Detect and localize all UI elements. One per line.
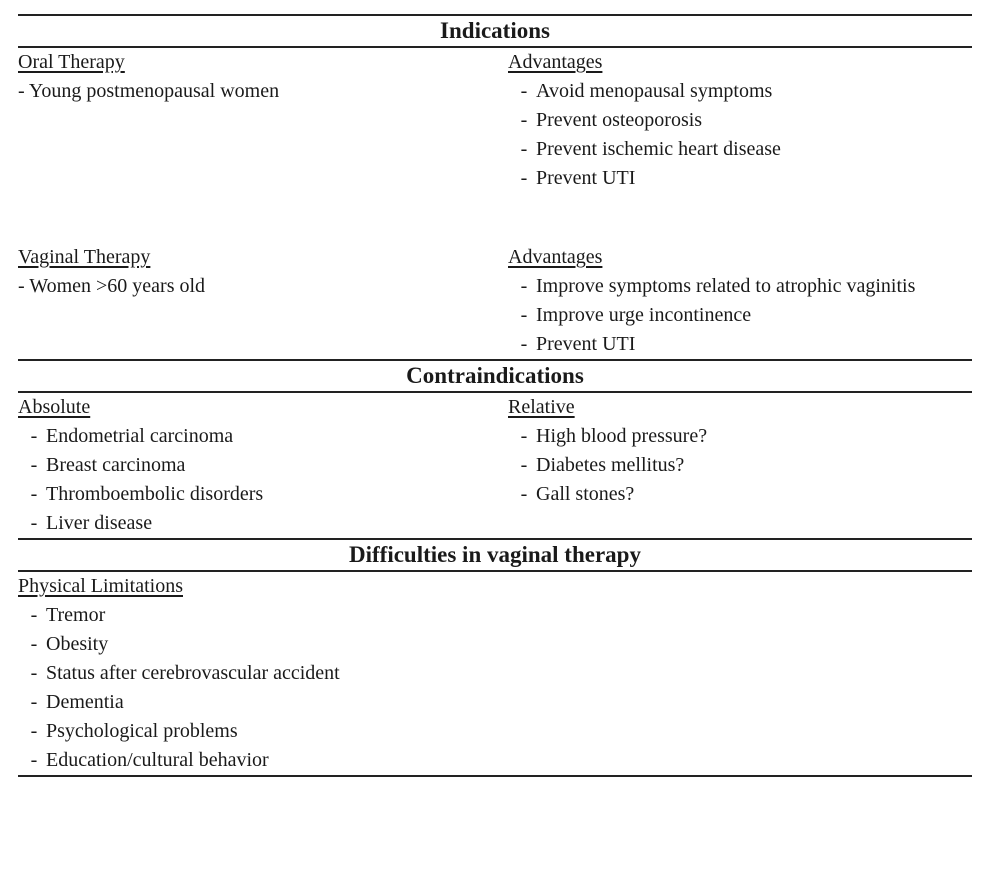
vaginal-advantages-column [508, 243, 972, 359]
list-item: - Education/cultural behavior [30, 749, 269, 771]
physical-limitations-heading: Physical Limitations [18, 575, 183, 597]
vaginal-therapy-column [18, 243, 508, 359]
contraindications-title: Contraindications [406, 363, 584, 388]
oral-advantages-column [508, 48, 972, 193]
absolute-heading: Absolute [18, 396, 91, 418]
list-item: - Status after cerebrovascular accident [30, 662, 340, 684]
vaginal-advantages-heading: Advantages [508, 246, 603, 268]
oral-therapy-item: - Young postmenopausal women [18, 80, 280, 102]
list-item: - Improve symptoms related to atrophic vaginitis [520, 275, 916, 297]
indications-title: Indications [440, 18, 550, 43]
list-item: - Diabetes mellitus? [520, 454, 685, 476]
bottom-rule [18, 775, 972, 777]
vaginal-therapy-heading: Vaginal Therapy [18, 246, 151, 268]
relative-column [508, 393, 972, 538]
list-item: - Thromboembolic disorders [30, 483, 264, 505]
list-item: - Obesity [30, 633, 109, 655]
vaginal-therapy-item: - Women >60 years old [18, 275, 206, 297]
relative-heading: Relative [508, 396, 575, 418]
list-item: - Psychological problems [30, 720, 238, 742]
list-item: - Improve urge incontinence [520, 304, 752, 326]
vaginal-advantages-list [508, 272, 972, 359]
list-item: - Dementia [30, 691, 124, 713]
oral-advantages-heading: Advantages [508, 51, 603, 73]
list-item: - Liver disease [30, 512, 153, 534]
vaginal-therapy-row [18, 243, 972, 359]
list-item: - Avoid menopausal symptoms [520, 80, 773, 102]
list-item: - Prevent ischemic heart disease [520, 138, 781, 160]
oral-advantages-list [508, 77, 972, 193]
difficulties-title: Difficulties in vaginal therapy [349, 542, 641, 567]
absolute-list [18, 422, 508, 538]
list-item: - Prevent UTI [520, 333, 636, 355]
list-item: - Tremor [30, 604, 106, 626]
relative-list [508, 422, 972, 509]
therapy-table [18, 14, 972, 777]
list-item: - Breast carcinoma [30, 454, 186, 476]
oral-therapy-heading: Oral Therapy [18, 51, 125, 73]
contraindications-row [18, 393, 972, 538]
list-item: - High blood pressure? [520, 425, 708, 447]
oral-therapy-column [18, 48, 508, 193]
list-item: - Prevent UTI [520, 167, 636, 189]
list-item: - Endometrial carcinoma [30, 425, 234, 447]
list-item: - Gall stones? [520, 483, 635, 505]
absolute-column [18, 393, 508, 538]
physical-limitations-list [18, 601, 972, 775]
oral-therapy-row [18, 48, 972, 193]
list-item: - Prevent osteoporosis [520, 109, 703, 131]
